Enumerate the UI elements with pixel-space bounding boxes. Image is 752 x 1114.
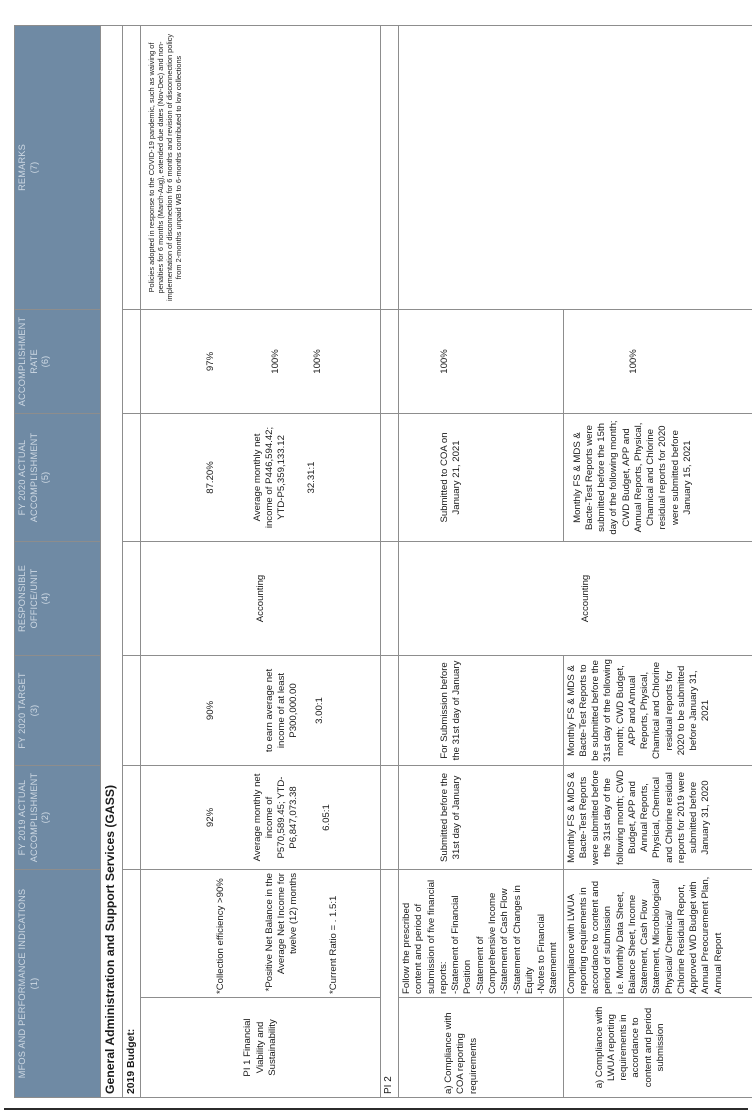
section-row <box>101 25 123 1097</box>
pi1-actual-collection: 87.20% <box>205 461 217 494</box>
pi2-responsible: Accounting <box>399 541 752 655</box>
pi1-indicator-net-balance: *Positive Net Balance in the Average Net Income for twelve (12) months <box>263 872 300 992</box>
pi1-rate <box>141 309 381 413</box>
pi1-rate-collection: 97% <box>205 351 217 372</box>
pi1-row <box>141 25 381 1097</box>
header-fy2019-actual: FY 2019 ACTUAL ACCOMPLISHMENT (2) <box>15 765 101 869</box>
pi1-fy2019-net-income: Average monthly net income of P570,589.45; YTD-P6,847,073.38 <box>251 773 300 862</box>
pi2-coa-row <box>399 25 563 1097</box>
pi2-remarks <box>399 25 752 309</box>
budget-year-label: 2019 Budget: <box>123 869 141 1097</box>
pi2-lwua-rate: 100% <box>563 309 752 413</box>
pi1-target-net-income: to earn average net income of at least P300,000.00 <box>263 668 300 753</box>
pi2-coa-rate: 100% <box>399 309 563 413</box>
pi1-indicator-current-ratio: *Current Ratio = . 1.5:1 <box>328 895 340 994</box>
pi1-responsible: Accounting <box>141 541 381 655</box>
pi2-coa-indicator: Follow the prescribed content and period of submission of five financial reports: -Statement of Financial Position -Statement of Comprehensive Income -Statement of Cash Flow -Statement of Changes in Equity -Notes to Financial Statememnt <box>399 869 563 997</box>
pi2-coa-label: a) Compliance with COA reporting requirements <box>399 998 563 1098</box>
pi1-actual-net-income: Average monthly net income of P446,594.42; YTD-P5,359,133.12 <box>251 426 288 529</box>
pi1-target-current-ratio: 3.00:1 <box>314 697 326 724</box>
pi2-lwua-fy2020-actual: Monthly FS & MDS & Bacte-Test Reports were submitted before the 15th day of the following month; CWD Budget, APP and Annual Reports, Physical, Chamical and Chlorine residual reports for 2020 were submitted before January 15, 2021 <box>563 413 752 541</box>
page-bottom-rule <box>4 1108 748 1110</box>
pi2-lwua-indicator: Compliance with LWUA reporting requirements in accordance to content and period of submission i.e. Monthly Data Sheet, Balance Sheet, Income Statement, Cash Flow Statement, Microbiological/ Physical/ Chemical/ Chlorine Residual Report, Approved WD Budget with Annual Preocurement Plan, Annual Report <box>563 869 752 997</box>
header-responsible-office: RESPONSIBLE OFFICE/UNIT (4) <box>15 541 101 655</box>
pi1-remarks: Policies adopted in response to the COVID-19 pandemic, such as waiving of penalties for 6 months (March-Aug), extended due dates (Nov-Dec) and non-implementation of disconnection for 6 months and revision of disconnection policy from 2-months unpaid WB to 6-months contributed to low collections <box>141 25 381 309</box>
pi1-rate-current-ratio: 100% <box>311 349 323 374</box>
pi1-indicator-collection: *Collection efficiency >90% <box>215 878 227 994</box>
header-row <box>15 25 101 1097</box>
header-mfo: MFOS AND PERFORMANCE INDICATIONS (1) <box>15 869 101 1097</box>
budget-year-row <box>123 25 141 1097</box>
pi1-fy2019-actual <box>141 765 381 869</box>
pi2-coa-fy2020-target: For Submission before the 31st day of January <box>399 655 563 765</box>
header-accomplishment-rate: ACCOMPLISHMENT RATE (6) <box>15 309 101 413</box>
pi1-target-collection: 90% <box>205 700 217 721</box>
pi1-rate-net-income: 100% <box>269 349 281 374</box>
pi2-coa-fy2020-actual: Submitted to COA on January 21, 2021 <box>399 413 563 541</box>
pi1-fy2020-target <box>141 655 381 765</box>
header-fy2020-target: FY 2020 TARGET (3) <box>15 655 101 765</box>
accomplishment-report-table <box>14 25 752 1098</box>
pi1-label: PI 1 Financial Viability and Sustainability <box>141 998 381 1098</box>
pi1-fy2019-collection: 92% <box>205 807 217 828</box>
pi2-lwua-fy2020-target: Monthly FS & MDS & Bacte-Test Reports to be submitted before the 31st day of the following month; CWD Budget, APP and Annual Reports, Physical, Chamical and Chlorine residual reports for 2020 to be submitted before January 31, 2021 <box>563 655 752 765</box>
pi2-lwua-label: a) Compliance with LWUA reporting requirements in accordance to content and period submission <box>563 998 752 1098</box>
pi2-coa-fy2019-actual: Submitted before the 31st day of January <box>399 765 563 869</box>
pi2-label-row <box>381 25 399 1097</box>
section-title: General Administration and Support Services (GASS) <box>101 25 123 1097</box>
pi2-lwua-fy2019-actual: Monthly FS & MDS & Bacte-Test Reports were submitted before the 31st day of the following month; CWD Budget, APP and Annual Reports, Physical, Chemical and Chlorine residual reports for 2019 were submitted before January 31, 2020 <box>563 765 752 869</box>
pi1-indicators <box>141 869 381 997</box>
header-fy2020-actual: FY 2020 ACTUAL ACCOMPLISHMENT (5) <box>15 413 101 541</box>
pi1-fy2019-current-ratio: 6.05:1 <box>320 804 332 831</box>
pi1-actual-current-ratio: 32.31:1 <box>306 461 318 494</box>
header-remarks: REMARKS (7) <box>15 25 101 309</box>
pi1-fy2020-actual <box>141 413 381 541</box>
pi2-label: PI 2 <box>381 869 399 1097</box>
